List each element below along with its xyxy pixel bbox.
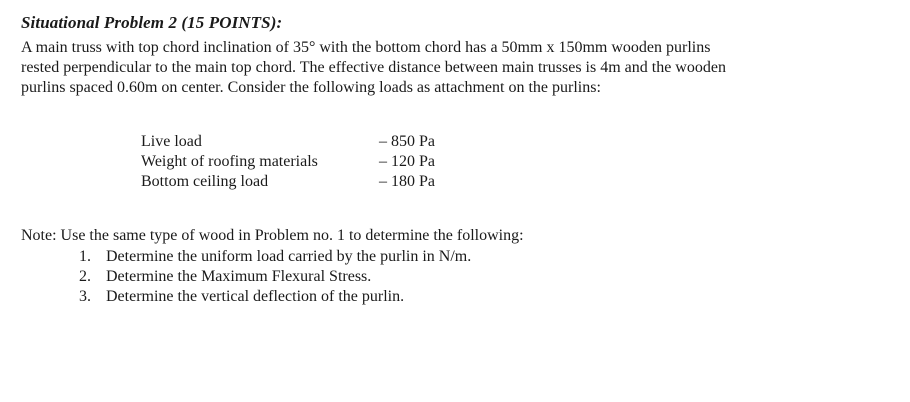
task-list — [79, 247, 471, 307]
load-row-roofing — [141, 152, 435, 172]
load-value: – 850 Pa — [379, 133, 435, 150]
load-name: Bottom ceiling load — [141, 173, 269, 190]
task-item — [79, 247, 471, 267]
task-text: Determine the Maximum Flexural Stress. — [106, 268, 372, 285]
task-item — [79, 267, 471, 287]
statement-line: purlins spaced 0.60m on center. Consider the following loads as attachment on the purlins: — [21, 79, 601, 96]
task-number: 3. — [79, 288, 91, 305]
task-text: Determine the uniform load carried by the purlin in N/m. — [106, 248, 472, 265]
load-name: Live load — [141, 133, 202, 150]
note-text: Note: Use the same type of wood in Problem no. 1 to determine the following: — [21, 227, 524, 244]
load-value: – 180 Pa — [379, 173, 435, 190]
load-value: – 120 Pa — [379, 153, 435, 170]
problem-title: Situational Problem 2 (15 POINTS): — [21, 13, 283, 32]
problem-statement — [21, 38, 901, 98]
statement-line: A main truss with top chord inclination of 35° with the bottom chord has a 50mm x 150mm wooden purlins — [21, 39, 711, 56]
statement-line: rested perpendicular to the main top chord. The effective distance between main trusses is 4m and the wooden — [21, 59, 726, 76]
task-number: 1. — [79, 248, 91, 265]
load-name: Weight of roofing materials — [141, 153, 318, 170]
task-text: Determine the vertical deflection of the purlin. — [106, 288, 405, 305]
loads-list — [141, 132, 435, 192]
task-number: 2. — [79, 268, 91, 285]
load-row-live — [141, 132, 435, 152]
load-row-ceiling — [141, 172, 435, 192]
task-item — [79, 287, 471, 307]
